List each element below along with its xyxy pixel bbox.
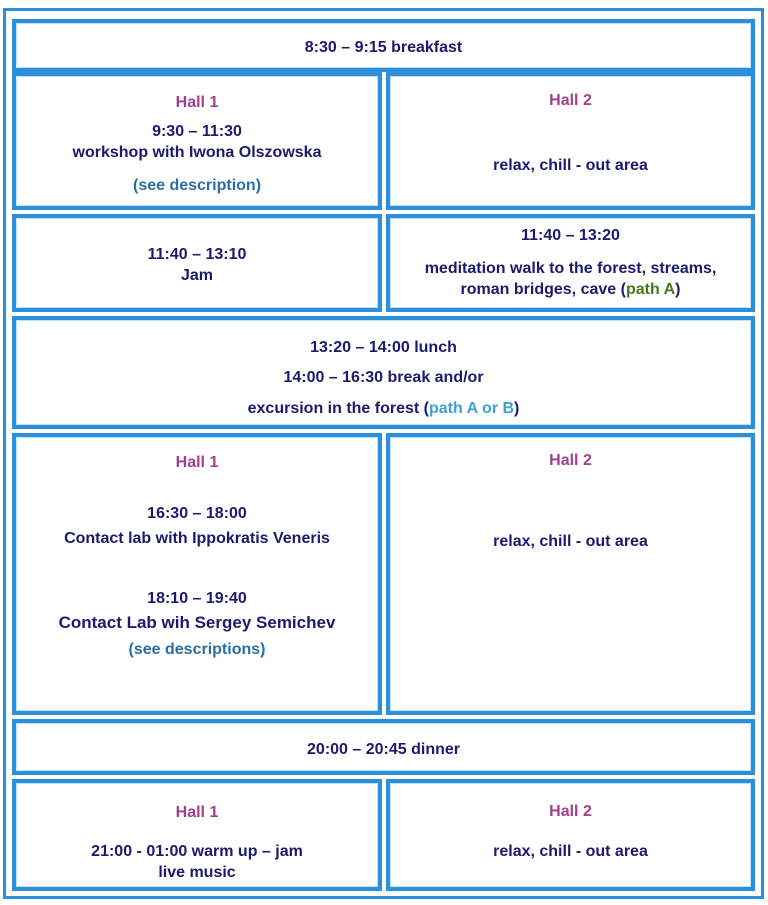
- hall2-label: Hall 2: [549, 803, 592, 820]
- path-a-link[interactable]: path A: [625, 281, 676, 298]
- block1-hall1-cell: [12, 72, 382, 210]
- block3-hall1-cell: [12, 433, 382, 715]
- break-text: 14:00 – 16:30 break and/or: [283, 369, 484, 386]
- relax-area-text: relax, chill - out area: [493, 157, 648, 174]
- session-title: workshop with Iwona Olszowska: [72, 144, 322, 161]
- breakfast-row: [12, 19, 755, 72]
- session1-time: 16:30 – 18:00: [147, 505, 247, 522]
- hall2-label: Hall 2: [549, 92, 592, 109]
- excursion-text: [16, 398, 751, 419]
- relax-area-text: relax, chill - out area: [493, 533, 648, 550]
- relax-area-text: relax, chill - out area: [493, 843, 648, 860]
- meditation-line2-suffix: ): [675, 281, 681, 298]
- midday-row: [12, 316, 755, 429]
- excursion-suffix: ): [514, 400, 520, 417]
- excursion-prefix: excursion in the forest (: [247, 400, 429, 417]
- meditation-time: 11:40 – 13:20: [521, 227, 620, 244]
- schedule-table: [3, 8, 764, 899]
- session2-time: 18:10 – 19:40: [147, 590, 247, 607]
- hall1-label: Hall 1: [175, 804, 219, 821]
- meditation-line2: [390, 279, 751, 300]
- warmup-time: 21:00 - 01:00 warm up – jam: [91, 843, 303, 860]
- hall1-label: Hall 1: [175, 94, 219, 111]
- meditation-line1: meditation walk to the forest, streams,: [424, 260, 717, 277]
- block2-right-cell: [386, 214, 755, 312]
- path-b-link[interactable]: B: [502, 400, 515, 417]
- dinner-row: [12, 719, 755, 775]
- session1-title: Contact lab with Ippokratis Veneris: [64, 530, 330, 547]
- path-a-link[interactable]: path A: [429, 400, 478, 417]
- jam-title: Jam: [180, 267, 214, 284]
- see-descriptions-link[interactable]: (see descriptions): [128, 641, 266, 658]
- jam-time: 11:40 – 13:10: [147, 246, 247, 263]
- excursion-or: or: [477, 400, 503, 417]
- session-time: 9:30 – 11:30: [152, 123, 242, 140]
- breakfast-text: 8:30 – 9:15 breakfast: [304, 39, 463, 56]
- block3-hall2-cell: [386, 433, 755, 715]
- block4-hall1-cell: [12, 779, 382, 891]
- session2-title: Contact Lab wih Sergey Semichev: [58, 613, 336, 632]
- block2-left-cell: [12, 214, 382, 312]
- dinner-text: 20:00 – 20:45 dinner: [307, 741, 460, 758]
- block4-hall2-cell: [386, 779, 755, 891]
- hall2-label: Hall 2: [549, 452, 592, 469]
- block1-hall2-cell: [386, 72, 755, 210]
- meditation-line2-prefix: roman bridges, cave (: [460, 281, 626, 298]
- see-description-link[interactable]: (see description): [132, 177, 262, 194]
- lunch-text: 13:20 – 14:00 lunch: [310, 339, 457, 356]
- live-music-text: live music: [158, 864, 236, 881]
- hall1-label: Hall 1: [175, 454, 219, 471]
